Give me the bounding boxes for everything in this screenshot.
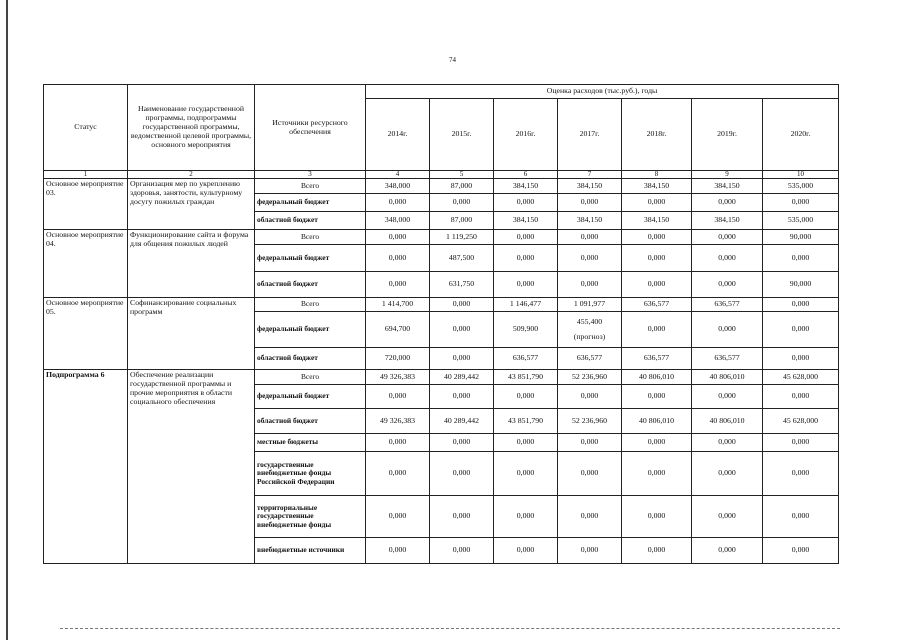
value-cell: 0,000 [622, 230, 692, 245]
value-cell: 0,000 [558, 452, 622, 496]
source-label: областной бюджет [255, 212, 366, 230]
value-cell: 0,000 [366, 496, 430, 538]
value-cell: 0,000 [763, 312, 839, 348]
value-cell: 384,150 [622, 179, 692, 194]
value-cell: 0,000 [366, 452, 430, 496]
value-cell: 0,000 [494, 272, 558, 298]
value-cell: 0,000 [622, 538, 692, 564]
column-number: 5 [430, 171, 494, 179]
value-cell: 0,000 [494, 194, 558, 212]
budget-table [43, 84, 839, 564]
value-cell: 0,000 [692, 385, 763, 409]
value-cell: 0,000 [763, 434, 839, 452]
value-cell: 40 289,442 [430, 409, 494, 434]
block-name: Организация мер по укреплению здоровья, занятости, культурному досугу пожилых граждан [128, 179, 255, 230]
value-cell: 0,000 [430, 312, 494, 348]
value-cell: 384,150 [494, 212, 558, 230]
block-status: Основное мероприятие 05. [44, 298, 128, 370]
value-cell: 636,577 [558, 348, 622, 370]
value-cell: 0,000 [692, 452, 763, 496]
source-label: федеральный бюджет [255, 385, 366, 409]
value-cell: 43 851,790 [494, 370, 558, 385]
value-cell: 0,000 [366, 385, 430, 409]
block-name: Обеспечение реализации государственной программы и прочие мероприятия в области социального обеспечения [128, 370, 255, 564]
value-cell: 0,000 [494, 538, 558, 564]
value-cell: 0,000 [692, 312, 763, 348]
value-cell: 509,900 [494, 312, 558, 348]
value-cell: 0,000 [763, 298, 839, 312]
value-cell: 0,000 [692, 230, 763, 245]
value-cell: 384,150 [692, 212, 763, 230]
value-cell: 0,000 [494, 434, 558, 452]
value-cell: 0,000 [494, 385, 558, 409]
value-cell: 0,000 [558, 272, 622, 298]
value-cell: 487,500 [430, 245, 494, 272]
value-cell: 40 806,010 [692, 409, 763, 434]
value-cell: 0,000 [692, 194, 763, 212]
value-cell: 40 806,010 [622, 370, 692, 385]
value-cell: 0,000 [366, 272, 430, 298]
value-cell: 0,000 [622, 194, 692, 212]
value-cell: 40 806,010 [622, 409, 692, 434]
value-cell: 384,150 [692, 179, 763, 194]
value-cell: 49 326,383 [366, 370, 430, 385]
value-cell: 52 236,960 [558, 370, 622, 385]
value-cell: 87,000 [430, 212, 494, 230]
source-label: федеральный бюджет [255, 194, 366, 212]
value-cell: 0,000 [366, 538, 430, 564]
value-cell: 384,150 [558, 179, 622, 194]
value-cell: 535,000 [763, 212, 839, 230]
value-cell: 45 628,000 [763, 370, 839, 385]
source-label: областной бюджет [255, 409, 366, 434]
value-cell: 0,000 [558, 538, 622, 564]
header-year: 2017г. [558, 99, 622, 171]
page-number: 74 [449, 56, 456, 64]
value-cell: 0,000 [622, 385, 692, 409]
column-number: 10 [763, 171, 839, 179]
column-number: 8 [622, 171, 692, 179]
source-label: Всего [255, 179, 366, 194]
block-name: Функционирование сайта и форума для общения пожилых людей [128, 230, 255, 298]
value-cell: 0,000 [558, 194, 622, 212]
value-cell: 87,000 [430, 179, 494, 194]
value-cell: 384,150 [558, 212, 622, 230]
value-cell: 0,000 [430, 194, 494, 212]
value-cell: 0,000 [763, 194, 839, 212]
value-cell: 0,000 [692, 496, 763, 538]
value-cell: 0,000 [763, 452, 839, 496]
value-cell: 90,000 [763, 272, 839, 298]
value-cell: 40 806,010 [692, 370, 763, 385]
column-number: 7 [558, 171, 622, 179]
header-year: 2018г. [622, 99, 692, 171]
source-label: Всего [255, 298, 366, 312]
block-name: Софинансирование социальных программ [128, 298, 255, 370]
header-year: 2020г. [763, 99, 839, 171]
header-year: 2019г. [692, 99, 763, 171]
header-estimate: Оценка расходов (тыс.руб.), годы [366, 85, 839, 99]
source-label: федеральный бюджет [255, 245, 366, 272]
value-text: 455,400 [576, 316, 603, 326]
source-label: внебюджетные источники [255, 538, 366, 564]
value-cell: 0,000 [366, 245, 430, 272]
header-status: Статус [44, 85, 128, 171]
value-cell: 348,000 [366, 179, 430, 194]
value-cell: 384,150 [494, 179, 558, 194]
value-cell: 0,000 [763, 245, 839, 272]
value-cell: 0,000 [622, 452, 692, 496]
value-cell: 49 326,383 [366, 409, 430, 434]
value-cell: 0,000 [558, 434, 622, 452]
column-number: 3 [255, 171, 366, 179]
header-year: 2016г. [494, 99, 558, 171]
value-cell: 52 236,960 [558, 409, 622, 434]
scan-bottom-artifact [60, 628, 840, 630]
value-cell: 348,000 [366, 212, 430, 230]
source-label: федеральный бюджет [255, 312, 366, 348]
value-cell: 384,150 [622, 212, 692, 230]
value-cell: 694,700 [366, 312, 430, 348]
value-cell: 0,000 [692, 245, 763, 272]
column-number: 9 [692, 171, 763, 179]
source-label: Всего [255, 370, 366, 385]
value-cell: 0,000 [763, 385, 839, 409]
source-label: областной бюджет [255, 348, 366, 370]
value-cell: 0,000 [430, 452, 494, 496]
source-label: Всего [255, 230, 366, 245]
value-cell: 0,000 [494, 496, 558, 538]
value-cell: 0,000 [692, 272, 763, 298]
value-cell: 0,000 [366, 434, 430, 452]
value-cell: 0,000 [430, 434, 494, 452]
value-cell: 0,000 [494, 230, 558, 245]
value-cell: 0,000 [622, 312, 692, 348]
value-cell: 0,000 [430, 298, 494, 312]
value-cell: 1 414,700 [366, 298, 430, 312]
value-cell: 0,000 [622, 245, 692, 272]
value-cell: 0,000 [558, 230, 622, 245]
header-sources: Источники ресурсного обеспечения [255, 85, 366, 171]
block-status: Подпрограмма 6 [44, 370, 128, 564]
value-cell: 0,000 [763, 348, 839, 370]
column-number: 2 [128, 171, 255, 179]
value-cell: 535,000 [763, 179, 839, 194]
value-cell: 636,577 [622, 348, 692, 370]
value-cell: 0,000 [692, 434, 763, 452]
value-cell: 40 289,442 [430, 370, 494, 385]
source-label: областной бюджет [255, 272, 366, 298]
value-cell: 45 628,000 [763, 409, 839, 434]
value-cell: 0,000 [622, 272, 692, 298]
value-cell: 0,000 [430, 348, 494, 370]
column-number: 6 [494, 171, 558, 179]
header-year: 2014г. [366, 99, 430, 171]
block-status: Основное мероприятие 04. [44, 230, 128, 298]
value-cell: 0,000 [494, 452, 558, 496]
header-year: 2015г. [430, 99, 494, 171]
header-name: Наименование государственной программы, подпрограммы государственной программы, ведомственной целевой программы, основного мероприятия [128, 85, 255, 171]
scan-edge-bar [6, 0, 8, 640]
block-status: Основное мероприятие 03. [44, 179, 128, 230]
column-number: 1 [44, 171, 128, 179]
value-cell: 636,577 [494, 348, 558, 370]
value-cell: 631,750 [430, 272, 494, 298]
value-cell: 0,000 [366, 194, 430, 212]
forecast-note: (прогноз) [573, 331, 606, 341]
column-number: 4 [366, 171, 430, 179]
value-cell: 636,577 [692, 298, 763, 312]
value-cell: 636,577 [692, 348, 763, 370]
value-cell: 636,577 [622, 298, 692, 312]
value-cell: 0,000 [622, 434, 692, 452]
source-label: государственные внебюджетные фонды Российской Федерации [255, 452, 366, 496]
source-label: местные бюджеты [255, 434, 366, 452]
value-cell: 0,000 [430, 496, 494, 538]
value-cell: 0,000 [558, 385, 622, 409]
value-cell: 0,000 [430, 385, 494, 409]
value-cell: 0,000 [558, 496, 622, 538]
value-cell: 1 091,977 [558, 298, 622, 312]
value-cell: 0,000 [622, 496, 692, 538]
value-cell: 43 851,790 [494, 409, 558, 434]
value-cell: 720,000 [366, 348, 430, 370]
value-cell: 90,000 [763, 230, 839, 245]
value-cell: 1 119,250 [430, 230, 494, 245]
value-cell: 0,000 [366, 230, 430, 245]
value-cell: 0,000 [558, 245, 622, 272]
value-cell: 0,000 [430, 538, 494, 564]
source-label: территориальные государственные внебюджетные фонды [255, 496, 366, 538]
value-cell: 1 146,477 [494, 298, 558, 312]
value-cell: 0,000 [763, 538, 839, 564]
value-cell: 0,000 [763, 496, 839, 538]
value-cell: 0,000 [494, 245, 558, 272]
value-cell: 0,000 [692, 538, 763, 564]
value-cell [558, 312, 622, 348]
